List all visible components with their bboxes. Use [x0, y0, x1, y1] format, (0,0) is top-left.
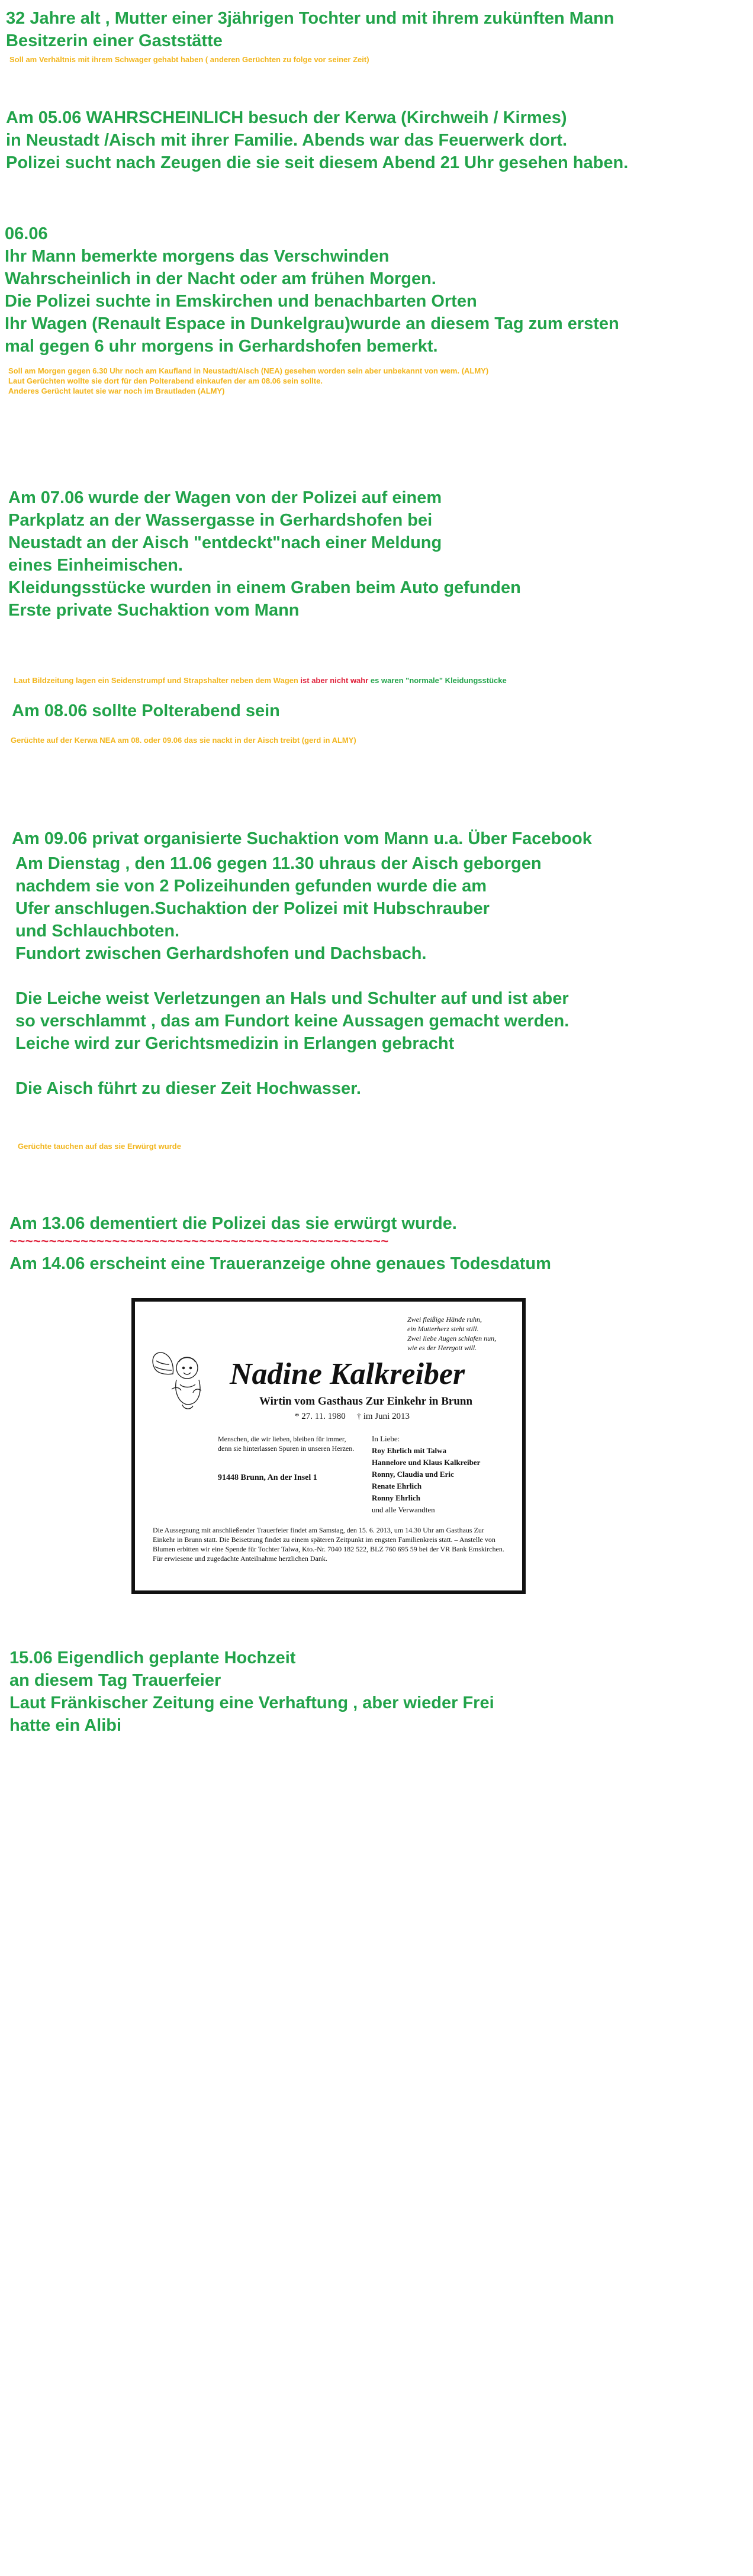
june-07-block: [8, 487, 753, 622]
june-06-line-5: Ihr Wagen (Renault Espace in Dunkelgrau)wurde an diesem Tag zum ersten: [5, 314, 619, 333]
obituary-subtitle: Wirtin vom Gasthaus Zur Einkehr in Brunn: [259, 1395, 473, 1408]
june-11-line-5: Fundort zwischen Gerhardshofen und Dachsbach.: [15, 944, 427, 963]
bild-note: [9, 665, 753, 685]
bild-note-part-1: Laut Bildzeitung lagen ein Seidenstrumpf und Strapshalter neben dem Wagen: [14, 676, 301, 685]
june-11-line-10: [15, 1055, 753, 1077]
june-07-line-4: eines Einheimischen.: [8, 556, 183, 575]
angel-icon: [148, 1343, 219, 1414]
june-08-note: Gerüchte auf der Kerwa NEA am 08. oder 09.06 das sie nackt in der Aisch treibt (gerd in ALMY): [11, 736, 356, 745]
intro-block: [6, 7, 753, 65]
obituary-notice: [131, 1298, 526, 1594]
june-09-heading: Am 09.06 privat organisierte Suchaktion vom Mann u.a. Über Facebook: [12, 829, 592, 848]
june-09-block: [12, 827, 753, 1151]
obituary-quote-line: Menschen, die wir lieben, bleiben für immer,: [218, 1435, 346, 1443]
obituary-mourner: Renate Ehrlich: [372, 1482, 422, 1490]
june-05-line-2: in Neustadt /Aisch mit ihrer Familie. Abends war das Feuerwerk dort.: [6, 131, 568, 150]
obituary-mourner: und alle Verwandten: [372, 1505, 435, 1514]
obituary-mourners-header: In Liebe:: [372, 1434, 400, 1443]
june-11-line-4: und Schlauchboten.: [15, 922, 180, 941]
june-11-line-6: [15, 965, 753, 987]
june-07-line-6: Erste private Suchaktion vom Mann: [8, 601, 300, 620]
obituary-verse-line: Zwei liebe Augen schlafen nun,: [407, 1334, 497, 1342]
june-13-line: Am 13.06 dementiert die Polizei das sie erwürgt wurde.: [9, 1214, 457, 1233]
june-11-line-11: Die Aisch führt zu dieser Zeit Hochwasser.: [15, 1079, 361, 1098]
obituary-funeral-text: Die Aussegnung mit anschließender Trauerfeier findet am Samstag, den 15. 6. 2013, um 14.30 Uhr am Gasthaus Zur Einkehr in Brunn statt. Die Beisetzung findet zu einem späteren Zeitpunkt im engsten Familienkreis statt. – Anstelle von Blumen erbitten wir eine Spende für Tochter Talwa, Kto.-Nr. 7040 182 522, BLZ 760 695 59 bei der VR Bank Emskirchen. Für erwiesene und zugedachte Anteilnahme herzlichen Dank.: [153, 1526, 504, 1563]
june-07-line-1: Am 07.06 wurde der Wagen von der Polizei auf einem: [8, 488, 442, 507]
intro-line-1: 32 Jahre alt , Mutter einer 3jährigen Tochter und mit ihrem zukünften Mann: [6, 9, 614, 28]
june-06-line-6: mal gegen 6 uhr morgens in Gerhardshofen bemerkt.: [5, 337, 438, 356]
june-06-line-2: Ihr Mann bemerkte morgens das Verschwinden: [5, 247, 390, 266]
june-05-line-3: Polizei sucht nach Zeugen die sie seit diesem Abend 21 Uhr gesehen haben.: [6, 153, 629, 172]
red-squiggle-divider: ~~~~~~~~~~~~~~~~~~~~~~~~~~~~~~~~~~~~~~~~~~~~~~~~: [9, 1234, 389, 1248]
june-07-line-5: Kleidungsstücke wurden in einem Graben beim Auto gefunden: [8, 578, 521, 597]
obituary-dates: * 27. 11. 1980 † im Juni 2013: [295, 1412, 410, 1421]
obituary-quote-line: denn sie hinterlassen Spuren in unseren Herzen.: [218, 1444, 355, 1453]
obituary-name: Nadine Kalkreiber: [230, 1357, 465, 1391]
june-11-line-1: Am Dienstag , den 11.06 gegen 11.30 uhraus der Aisch geborgen: [15, 854, 542, 873]
june-06-line-1: 06.06: [5, 224, 48, 243]
june-15-line-2: an diesem Tag Trauerfeier: [9, 1671, 221, 1690]
june-05-block: [6, 107, 753, 174]
june-11-line-3: Ufer anschlugen.Suchaktion der Polizei mit Hubschrauber: [15, 899, 490, 918]
intro-note: Soll am Verhältnis mit ihrem Schwager gehabt haben ( anderen Gerüchten zu folge vor seiner Zeit): [9, 55, 369, 64]
june-13-14-block: [9, 1212, 753, 1275]
intro-line-2: Besitzerin einer Gaststätte: [6, 31, 223, 50]
june-06-line-4: Die Polizei suchte in Emskirchen und benachbarten Orten: [5, 292, 477, 311]
june-11-line-2: nachdem sie von 2 Polizeihunden gefunden wurde die am: [15, 877, 487, 896]
obituary-verse-line: Zwei fleißige Hände ruhn,: [407, 1315, 482, 1324]
bild-note-part-2: ist aber nicht wahr: [300, 676, 369, 685]
june-06-line-3: Wahrscheinlich in der Nacht oder am frühen Morgen.: [5, 269, 436, 288]
obituary-verse: [407, 1315, 496, 1353]
obituary-address: 91448 Brunn, An der Insel 1: [218, 1473, 317, 1482]
june-15-line-4: hatte ein Alibi: [9, 1716, 122, 1735]
june-11-line-7: Die Leiche weist Verletzungen an Hals und Schulter auf und ist aber: [15, 989, 569, 1008]
june-08-heading: Am 08.06 sollte Polterabend sein: [12, 701, 280, 720]
june-06-block: [5, 223, 753, 396]
obituary-verse-line: wie es der Herrgott will.: [407, 1344, 477, 1352]
june-05-line-1: Am 05.06 WAHRSCHEINLICH besuch der Kerwa (Kirchweih / Kirmes): [6, 108, 567, 127]
obituary-mourner: Ronny, Claudia und Eric: [372, 1470, 454, 1479]
june-15-line-3: Laut Fränkischer Zeitung eine Verhaftung , aber wieder Frei: [9, 1693, 494, 1712]
bild-note-part-3: es waren "normale" Kleidungsstücke: [368, 676, 507, 685]
june-08-block: [12, 700, 753, 745]
june-11-lines: [15, 852, 753, 1100]
obituary-quote: [218, 1434, 354, 1453]
obituary-verse-line: ein Mutterherz steht still.: [407, 1325, 479, 1333]
june-14-line: Am 14.06 erscheint eine Traueranzeige ohne genaues Todesdatum: [9, 1254, 551, 1273]
obituary-mourner: Ronny Ehrlich: [372, 1493, 420, 1502]
june-07-line-3: Neustadt an der Aisch "entdeckt"nach einer Meldung: [8, 533, 442, 552]
obituary-mourner: Roy Ehrlich mit Talwa: [372, 1446, 447, 1455]
obituary-mourner: Hannelore und Klaus Kalkreiber: [372, 1458, 481, 1467]
june-06-notes: [8, 366, 753, 396]
strangle-rumour-note: Gerüchte tauchen auf das sie Erwürgt wurde: [18, 1142, 181, 1151]
june-06-note-2: Laut Gerüchten wollte sie dort für den Polterabend einkaufen der am 08.06 sein sollte.: [8, 376, 323, 385]
june-15-line-1: 15.06 Eigendlich geplante Hochzeit: [9, 1648, 296, 1667]
obituary-mourners: [372, 1433, 480, 1516]
june-07-line-2: Parkplatz an der Wassergasse in Gerhardshofen bei: [8, 511, 433, 530]
june-15-block: [9, 1647, 753, 1737]
june-11-line-8: so verschlammt , das am Fundort keine Aussagen gemacht werden.: [15, 1012, 569, 1031]
june-06-note-3: Anderes Gerücht lautet sie war noch im Brautladen (ALMY): [8, 387, 225, 395]
june-06-note-1: Soll am Morgen gegen 6.30 Uhr noch am Kaufland in Neustadt/Aisch (NEA) gesehen worden sein aber unbekannt von wem. (ALMY): [8, 366, 489, 375]
june-11-line-9: Leiche wird zur Gerichtsmedizin in Erlangen gebracht: [15, 1034, 455, 1053]
